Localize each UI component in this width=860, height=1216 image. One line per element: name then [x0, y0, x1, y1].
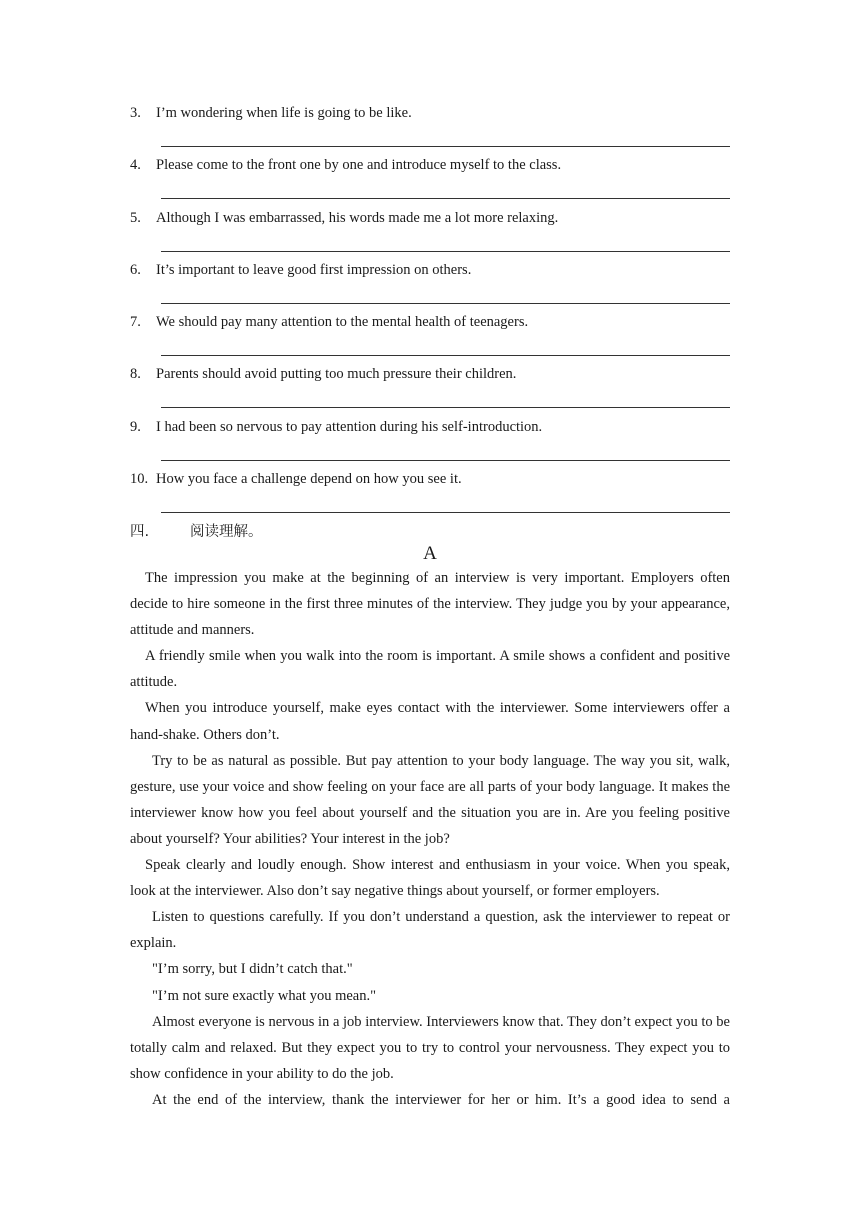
item-number: 10.: [130, 471, 149, 488]
exercise-item: [130, 364, 730, 416]
reading-passage: [130, 565, 730, 1113]
correction-exercise: [130, 103, 730, 521]
exercise-item: [130, 417, 730, 469]
passage-paragraph: A friendly smile when you walk into the room is important. A smile shows a confident and positive attitude.: [130, 648, 730, 691]
exercise-item: [130, 469, 730, 521]
passage-paragraph: Almost everyone is nervous in a job interview. Interviewers know that. They don’t expect you to be totally calm and relaxed. But they expect you to try to control your nervousness. They expect you to show confidence in your ability to do the job.: [130, 1013, 730, 1082]
section-heading: [130, 522, 263, 542]
exercise-item: [130, 155, 730, 207]
item-number: 6.: [130, 261, 141, 278]
passage-paragraph: Try to be as natural as possible. But pay attention to your body language. The way you sit, walk, gesture, use your voice and show feeling on your face are all parts of your body language. It makes the interviewer know how you feel about yourself and the situation you are in. Are you feeling positive about yourself? Your abilities? Your interest in the job?: [130, 752, 730, 847]
exercise-item: [130, 208, 730, 260]
item-number: 3.: [130, 105, 141, 121]
exercise-item: [130, 260, 730, 312]
section-title: 阅读理解。: [190, 524, 263, 540]
passage-paragraph: When you introduce yourself, make eyes contact with the interviewer. Some interviewers offer a hand-shake. Others don’t.: [130, 700, 730, 743]
section-number: 四.: [130, 524, 150, 540]
answer-line[interactable]: [161, 460, 730, 461]
passage-quote: "I’m not sure exactly what you mean.": [152, 987, 377, 1004]
passage-paragraph: At the end of the interview, thank the interviewer for her or him. It’s a good idea to send a: [152, 1091, 730, 1108]
item-number: 7.: [130, 314, 141, 331]
answer-line[interactable]: [161, 146, 730, 147]
item-sentence: How you face a challenge depend on how you see it.: [156, 471, 462, 488]
item-sentence: It’s important to leave good first impression on others.: [156, 261, 472, 278]
item-number: 5.: [130, 209, 141, 226]
item-sentence: Please come to the front one by one and introduce myself to the class.: [156, 157, 562, 174]
answer-line[interactable]: [161, 198, 730, 199]
item-sentence: We should pay many attention to the mental health of teenagers.: [156, 314, 529, 331]
answer-line[interactable]: [161, 251, 730, 252]
item-sentence: Although I was embarrassed, his words made me a lot more relaxing.: [156, 209, 559, 226]
answer-line[interactable]: [161, 303, 730, 304]
passage-title: A: [423, 543, 437, 564]
exercise-item: [130, 312, 730, 364]
item-sentence: I had been so nervous to pay attention during his self-introduction.: [156, 418, 543, 435]
exercise-item: [130, 103, 730, 155]
item-sentence: Parents should avoid putting too much pressure their children.: [156, 366, 517, 383]
item-number: 4.: [130, 157, 141, 174]
answer-line[interactable]: [161, 512, 730, 513]
passage-paragraph: Listen to questions carefully. If you don’t understand a question, ask the interviewer to repeat or explain.: [130, 909, 730, 952]
passage-quote: "I’m sorry, but I didn’t catch that.": [152, 961, 353, 978]
answer-line[interactable]: [161, 355, 730, 356]
item-number: 8.: [130, 366, 141, 383]
passage-paragraph: Speak clearly and loudly enough. Show interest and enthusiasm in your voice. When you speak, look at the interviewer. Also don’t say negative things about yourself, or former employers.: [130, 857, 730, 900]
answer-line[interactable]: [161, 407, 730, 408]
passage-paragraph: The impression you make at the beginning of an interview is very important. Employers often decide to hire someone in the first three minutes of the interview. They judge you by your appearance, attitude and manners.: [130, 570, 730, 639]
item-number: 9.: [130, 418, 141, 435]
item-sentence: I’m wondering when life is going to be like.: [156, 105, 412, 121]
